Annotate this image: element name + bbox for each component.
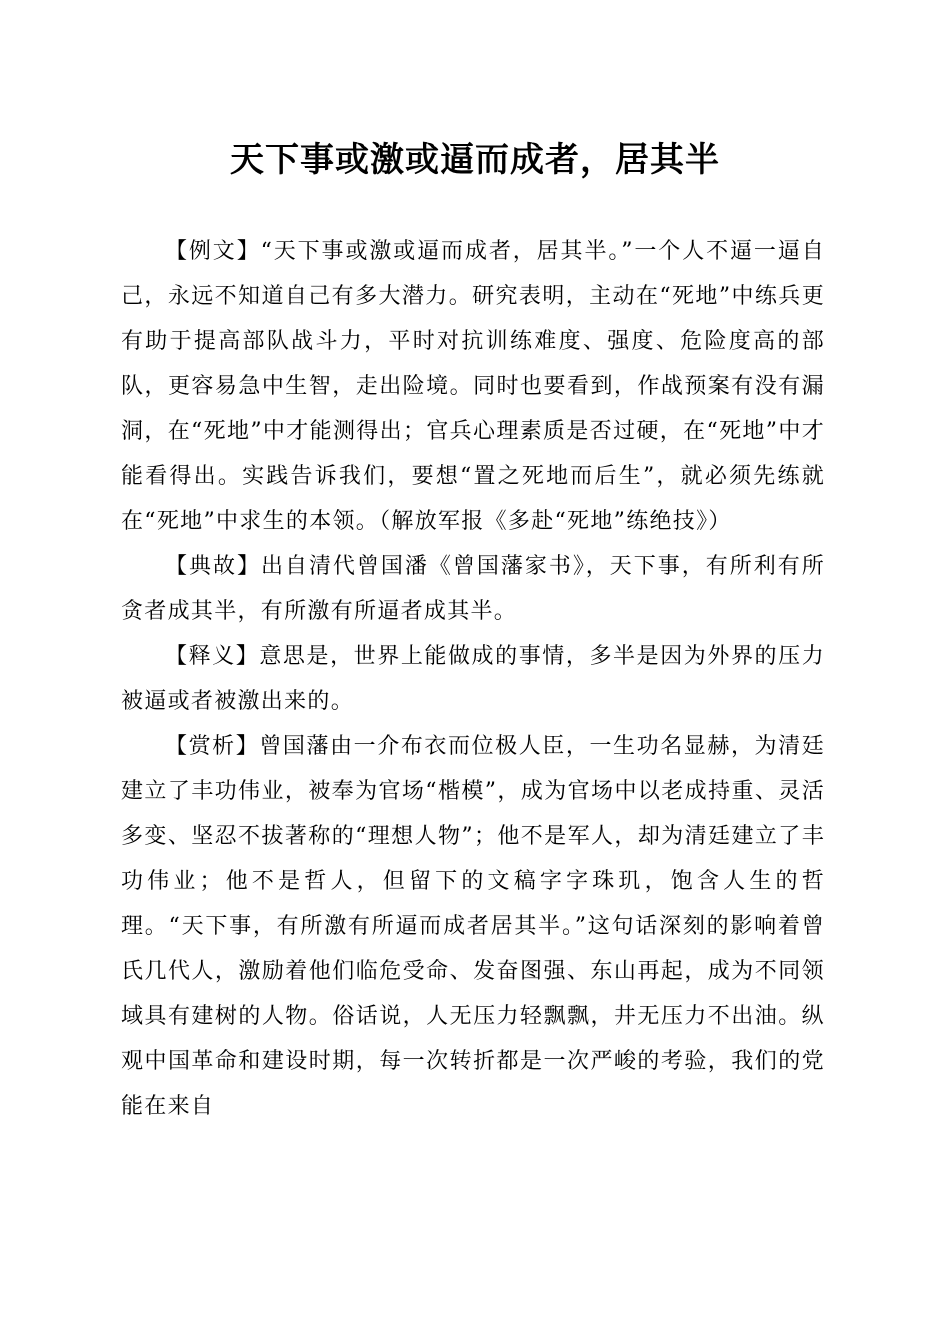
paragraph-tag: 【赏析】 [165, 734, 260, 759]
document-body [121, 229, 825, 1129]
paragraph-text: 出自清代曾国潘《曾国藩家书》，天下事，有所利有所贪者成其半，有所激有所逼者成其半。 [121, 554, 826, 624]
paragraph-text: 曾国藩由一介布衣而位极人臣，一生功名显赫，为清廷建立了丰功伟业，被奉为官场“楷模”，成为官场中以老成持重、灵活多变、坚忍不拔著称的“理想人物”；他不是军人，却为清廷建立了丰功伟业；他不是哲人，但留下的文稿字字珠玑，饱含人生的哲理。“天下事，有所激有所逼而成者居其半。”这句话深刻的影响着曾氏几代人，激励着他们临危受命、发奋图强、东山再起，成为不同领域具有建树的人物。俗话说，人无压力轻飘飘，井无压力不出油。纵观中国革命和建设时期，每一次转折都是一次严峻的考验，我们的党能在来自 [121, 734, 825, 1119]
paragraph-text: 意思是，世界上能做成的事情，多半是因为外界的压力被逼或者被激出来的。 [121, 644, 825, 714]
paragraph-example [121, 229, 825, 544]
paragraph-appreciation [121, 724, 825, 1129]
paragraph-tag: 【释义】 [165, 644, 260, 669]
paragraph-meaning [121, 634, 825, 724]
paragraph-text: “天下事或激或逼而成者，居其半。”一个人不逼一逼自己，永远不知道自己有多大潜力。研究表明，主动在“死地”中练兵更有助于提高部队战斗力，平时对抗训练难度、强度、危险度高的部队，更容易急中生智，走出险境。同时也要看到，作战预案有没有漏洞，在“死地”中才能测得出；官兵心理素质是否过硬，在“死地”中才能看得出。实践告诉我们，要想“置之死地而后生”，就必须先练就在“死地”中求生的本领。（解放军报《多赴“死地”练绝技》） [121, 239, 826, 534]
paragraph-source [121, 544, 825, 634]
paragraph-tag: 【典故】 [165, 554, 261, 579]
paragraph-tag: 【例文】 [165, 239, 261, 264]
document-title: 天下事或激或逼而成者，居其半 [230, 140, 720, 180]
